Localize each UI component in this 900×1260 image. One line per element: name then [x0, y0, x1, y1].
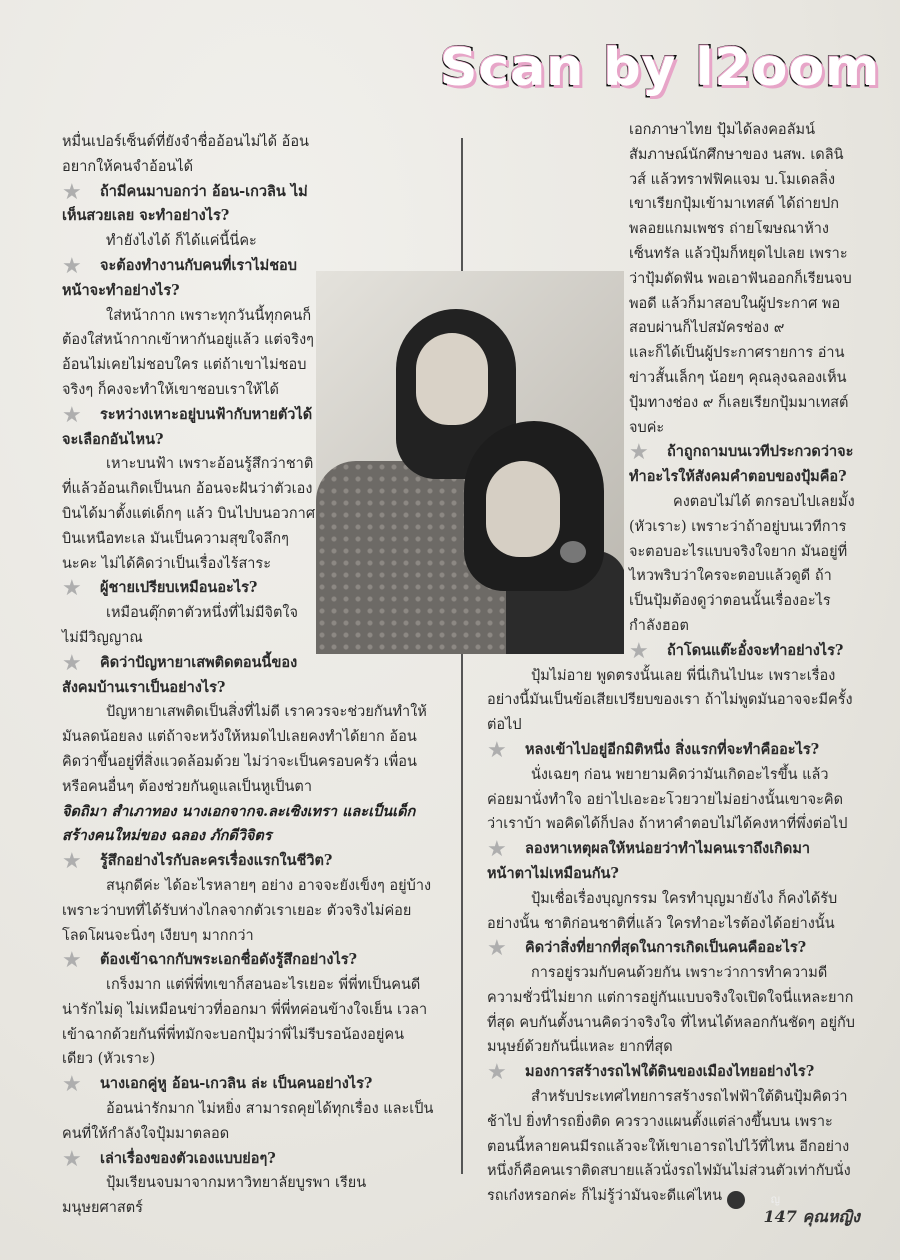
interview-question: [487, 936, 855, 961]
interview-question: [62, 1072, 434, 1097]
star-bullet-icon: ★: [487, 1060, 507, 1086]
interview-question: [487, 738, 855, 763]
interview-question: [62, 180, 434, 230]
scan-watermark: Scan by l2oom: [440, 38, 881, 98]
interview-answer: อ้อนน่ารักมาก ไม่หยิ่ง สามารถคุยได้ทุกเรื่อง และเป็นคนที่ให้กำลังใจปุ้มมาตลอด: [62, 1101, 434, 1142]
interview-answer: ปุ้มไม่อาย พูดตรงนั้นเลย พี่นี่เกินไปนะ เพราะเรื่องอย่างนี้มันเป็นข้อเสียเปรียบของเรา ถ้าไม่พูดมันอาจจะมีครั้งต่อไป: [487, 667, 853, 734]
star-bullet-icon: ★: [62, 650, 82, 676]
star-bullet-icon: ★: [62, 849, 82, 875]
section-intro: จิดถิมา สำเภาทอง นางเอกจากจ.ละเซิงเทรา และเป็นเด็กสร้างคนใหม่ของ ฉลอง ภักดีวิจิตร: [62, 802, 416, 845]
star-bullet-icon: ★: [62, 253, 82, 279]
interview-question: [62, 849, 434, 874]
star-bullet-icon: ★: [62, 1146, 82, 1172]
interview-answer: นั่งเฉยๆ ก่อน พยายามคิดว่ามันเกิดอะไรขึ้น แล้วค่อยมานั่งทำใจ อย่าไปเอะอะโวยวายไม่อย่างนั้นเขาจะคิดว่าเราบ้า พอคิดได้ก็ปลง ถ้าหาคำตอบไม่ได้คงหาที่พึ่งต่อไป: [487, 766, 848, 833]
star-bullet-icon: ★: [62, 576, 82, 602]
interview-answer: สนุกดีค่ะ ได้อะไรหลายๆ อย่าง อาจจะยังเข็งๆ อยู่บ้าง เพราะว่าบทที่ได้รับห่างไกลจากตัวเราเยอะ ตัวจริงไม่ค่อยโลดโผนจะนิ่งๆ เงียบๆ มากกว่า: [62, 877, 432, 944]
star-bullet-icon: ★: [62, 179, 82, 205]
question-text: คิดว่าสิ่งที่ยากที่สุดในการเกิดเป็นคนคืออะไร?: [525, 939, 807, 957]
question-text: จะต้องทำงานกับคนที่เราไม่ชอบหน้าจะทำอย่างไร?: [62, 256, 297, 299]
star-bullet-icon: ★: [62, 1072, 82, 1098]
interview-answer: ทำยังไงได้ ก็ได้แค่นี้นี่คะ: [106, 233, 257, 250]
question-text: ต้องเข้าฉากกับพระเอกชื่อดังรู้สึกอย่างไร?: [100, 951, 358, 969]
interview-answer: คงตอบไม่ได้ ตกรอบไปเลยมั้ง (หัวเราะ) เพราะว่าถ้าอยู่บนเวทีการจะตอบอะไรแบบจริงใจยาก มันอยู่ที่ไหวพริบว่าใครจะตอบแล้วดูดี ถ้าเป็นปุ้มต้องดูว่าตอนนั้นเรื่องอะไรกำลังฮอต: [629, 493, 855, 634]
interview-question: [62, 948, 434, 973]
interview-answer: และก็ได้เป็นผู้ประกาศรายการ อ่านข่าวสั้นเล็กๆ น้อยๆ คุณลุงฉลองเห็นปุ้มทางช่อง ๙ ก็เลยเรียกปุ้มมาเทสต์จบค่ะ: [629, 345, 849, 436]
right-column: [487, 118, 855, 1209]
interview-answer: หมื่นเปอร์เซ็นต์ที่ยังจำชื่ออ้อนไม่ได้ อ้อนอยากให้คนจำอ้อนได้: [62, 134, 309, 175]
interview-answer: ปุ้มเรียนจบมาจากมหาวิทยาลัยบูรพา เรียนมนุษยศาสตร์: [62, 1175, 367, 1217]
question-text: มองการสร้างรถไฟใต้ดินของเมืองไทยอย่างไร?: [525, 1063, 815, 1081]
interview-question: [487, 440, 855, 490]
interview-answer: เกร็งมาก แต่พี่พี่ทเขาก็สอนอะไรเยอะ พี่พี่ทเป็นคนดี น่ารักไม่ดุ ไม่เหมือนข่าวที่ออกมา พี่พี่ทค่อนข้างใจเย็น เวลาเข้าฉากด้วยกันพี่พี่ทมักจะบอกปุ้มว่าพี่ไม่รีบรอน้องอยู่คนเดียว (หัวเราะ): [62, 977, 428, 1068]
interview-question: [487, 639, 855, 664]
end-mark-icon: ญ: [727, 1191, 745, 1209]
interview-question: [62, 1147, 434, 1172]
interview-question: [487, 837, 855, 887]
question-text: ผู้ชายเปรียบเหมือนอะไร?: [100, 579, 258, 597]
question-text: นางเอกคู่หู อ้อน-เกวลิน ล่ะ เป็นคนอย่างไร?: [100, 1075, 373, 1093]
interview-question: [487, 1060, 855, 1085]
interview-answer: เหาะบนฟ้า เพราะอ้อนรู้สึกว่าชาติที่แล้วอ้อนเกิดเป็นนก อ้อนจะฝันว่าตัวเองบินได้มาตั้งแต่เด็กๆ แล้ว บินไปบนอวกาศ บินเหนือทะเล มันเป็นความสุขใจลึกๆ นะคะ ไม่ได้คิดว่าเป็นเรื่องไร้สาระ: [62, 456, 316, 572]
interview-answer: ปุ้มเชื่อเรื่องบุญกรรม ใครทำบุญมายังไง ก็คงได้รับอย่างนั้น ชาติก่อนชาติที่แล้ว ใครทำอะไรต้องได้อย่างนั้น: [487, 890, 838, 932]
question-text: ถ้ามีคนมาบอกว่า อ้อน-เกวลิน ไม่เห็นสวยเลย จะทำอย่างไร?: [62, 182, 308, 225]
interview-answer: สำหรับประเทศไทยการสร้างรถไฟฟ้าใต้ดินปุ้มคิดว่าช้าไป ยิ่งทำรถยิ่งติด ควรวางแผนตั้งแต่ล่างขึ้นบน เพราะตอนนี้หลายคนมีรถแล้วจะให้เขาเอารถไปไว้ที่ไหน อีกอย่างหนึ่งก็คือคนเราติดสบายแล้วนั่งรถไฟมันไม่ส่วนตัวเท่ากับนั่งรถเก๋งหรอกค่ะ ก็ไม่รู้ว่ามันจะดีแค่ไหน ญ: [487, 1085, 855, 1209]
question-text: ลองหาเหตุผลให้หน่อยว่าทำไมคนเราถึงเกิดมาหน้าตาไม่เหมือนกัน?: [487, 840, 811, 882]
interview-answer: เหมือนตุ๊กตาตัวหนึ่งที่ไม่มีจิตใจ ไม่มีวิญญาณ: [62, 605, 299, 646]
interview-answer: ปัญหายาเสพติดเป็นสิ่งที่ไม่ดี เราควรจะช่วยกันทำให้มันลดน้อยลง แต่ถ้าจะหวังให้หมดไปเลยคงทำได้ยาก อ้อนคิดว่าขึ้นอยู่ที่สิ่งแวดล้อมด้วย ไม่ว่าจะเป็นครอบครัว เพื่อน หรือคนอื่นๆ ต้องช่วยกันดูแลเป็นหูเป็นตา: [62, 704, 427, 795]
question-text: คิดว่าปัญหายาเสพติดตอนนี้ของสังคมบ้านเราเป็นอย่างไร?: [62, 653, 298, 696]
interview-answer: เอกภาษาไทย ปุ้มได้ลงคอลัมน์สัมภาษณ์นักศึกษาของ นสพ. เดลินิวส์ แล้วทราฟฟิคแจม บ.โมเดลลิ่งเขาเรียกปุ้มเข้ามาเทสต์ ได้ถ่ายปกพลอยแกมเพชร ถ่ายโฆษณาห้างเซ็นทรัล แล้วปุ้มก็หยุดไปเลย เพราะว่าปุ้มดัดฟัน พอเอาฟันออกก็เรียนจบพอดี แล้วก็มาสอบในผู้ประกาศ พอสอบผ่านก็ไปสมัครช่อง ๙: [629, 122, 852, 337]
star-bullet-icon: ★: [487, 936, 507, 962]
star-bullet-icon: ★: [629, 638, 649, 664]
question-text: ถ้าถูกถามบนเวทีประกวดว่าจะทำอะไรให้สังคมคำตอบของปุ้มคือ?: [629, 443, 854, 486]
interview-answer: การอยู่รวมกับคนด้วยกัน เพราะว่าการทำความดีความชั่วนี่ไม่ยาก แต่การอยู่กันแบบจริงใจเปิดใจนี่แหละยากที่สุด คบกันตั้งนานคิดว่าจริงใจ ที่ไหนได้หลอกกันชัดๆ อยู่กับมนุษย์ด้วยกันนี่แหละ ยากที่สุด: [487, 965, 855, 1056]
question-text: เล่าเรื่องของตัวเองแบบย่อๆ?: [100, 1149, 276, 1167]
star-bullet-icon: ★: [487, 837, 507, 863]
question-text: ถ้าโดนแต๊ะอั๋งจะทำอย่างไร?: [667, 641, 844, 659]
page-footer: 147 คุณหญิง: [763, 1207, 860, 1226]
woman-left-face: [416, 333, 488, 425]
question-text: หลงเข้าไปอยู่อีกมิติหนึ่ง สิ่งแรกที่จะทำคืออะไร?: [525, 740, 820, 758]
question-text: รู้สึกอย่างไรกับละครเรื่องแรกในชีวิต?: [100, 852, 333, 870]
question-text: ระหว่างเหาะอยู่บนฟ้ากับหายตัวได้ จะเลือกอันไหน?: [62, 405, 313, 448]
interview-question: [62, 651, 434, 701]
star-bullet-icon: ★: [62, 402, 82, 428]
interview-answer: ใส่หน้ากาก เพราะทุกวันนี้ทุกคนก็ต้องใส่หน้ากากเข้าหากันอยู่แล้ว แต่จริงๆ อ้อนไม่เคยไม่ชอบใคร แต่ถ้าเขาไม่ชอบจริงๆ ก็คงจะทำให้เขาชอบเราให้ได้: [62, 307, 314, 398]
star-bullet-icon: ★: [62, 948, 82, 974]
star-bullet-icon: ★: [487, 737, 507, 763]
star-bullet-icon: ★: [629, 440, 649, 466]
